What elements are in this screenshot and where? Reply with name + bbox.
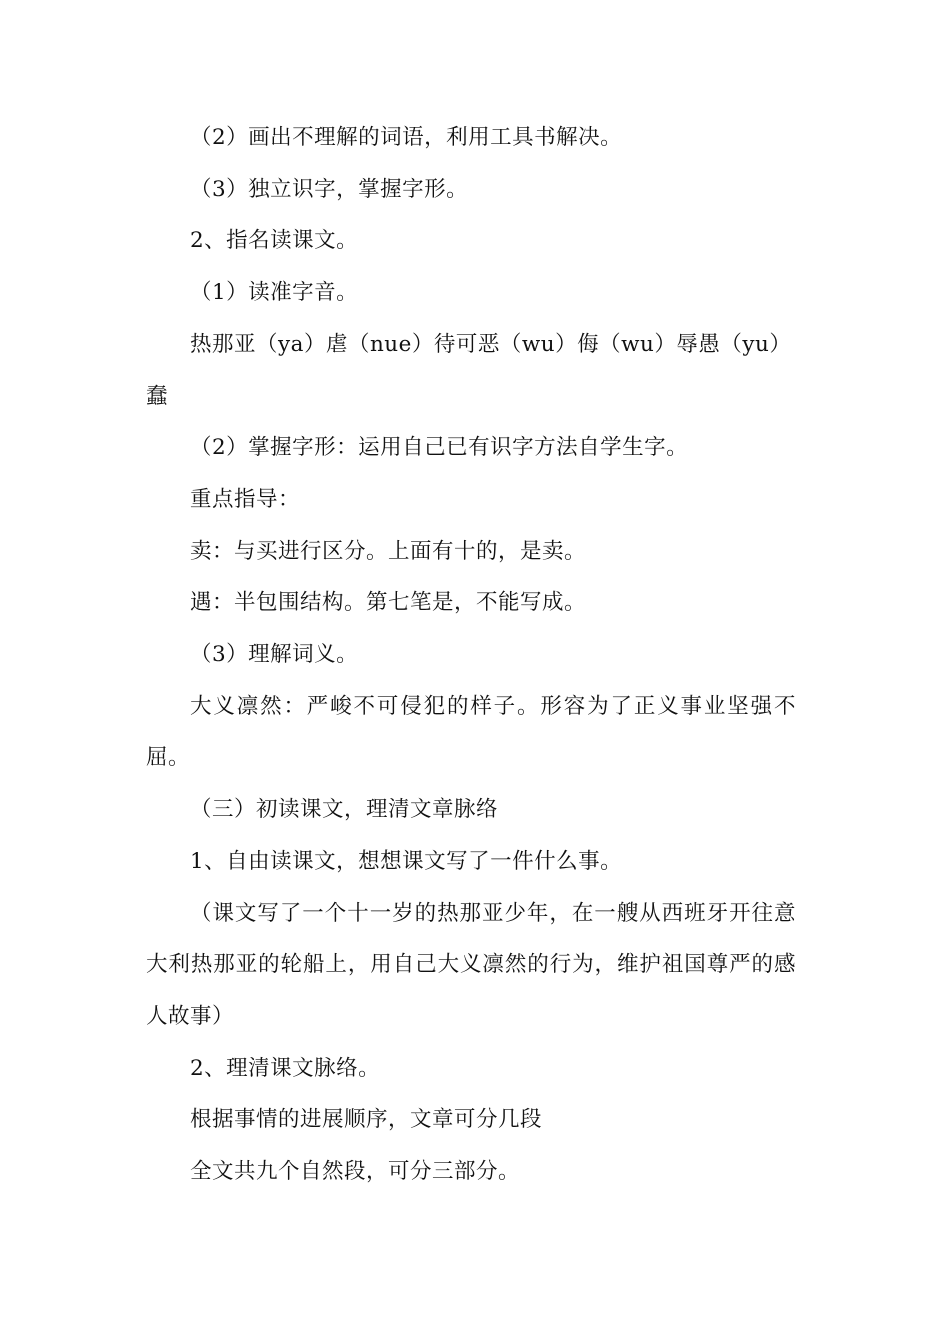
paragraph-division-question: 根据事情的进展顺序，文章可分几段 (190, 1107, 543, 1133)
paragraph-word-meaning: （3）理解词义。 (190, 642, 359, 668)
paragraph-free-reading: 1、自由读课文，想想课文写了一件什么事。 (190, 848, 623, 874)
paragraph-division-answer: 全文共九个自然段，可分三部分。 (190, 1159, 521, 1185)
paragraph-pronunciation: （1）读准字音。 (190, 280, 359, 306)
paragraph-step-3: （3）独立识字，掌握字形。 (190, 176, 469, 202)
paragraph-read-aloud: 2、指名读课文。 (190, 228, 359, 254)
paragraph-key-guidance: 重点指导： (190, 486, 301, 512)
paragraph-character-form: （2）掌握字形：运用自己已有识字方法自学生字。 (190, 435, 689, 461)
paragraph-pinyin-list: 热那亚（ya）虐（nue）待可恶（wu）侮（wu）辱愚（yu）蠢 (146, 331, 792, 409)
paragraph-mai: 卖：与买进行区分。上面有十的，是卖。 (190, 538, 587, 564)
paragraph-step-2: （2）画出不理解的词语，利用工具书解决。 (190, 125, 623, 150)
paragraph-yu: 遇：半包围结构。第七笔是，不能写成。 (190, 590, 587, 616)
paragraph-section-three: （三）初读课文，理清文章脉络 (190, 797, 499, 823)
paragraph-structure: 2、理清课文脉络。 (190, 1055, 381, 1081)
paragraph-dayilinran: 大义凛然：严峻不可侵犯的样子。形容为了正义事业坚强不屈。 (146, 693, 796, 771)
paragraph-story-summary: （课文写了一个十一岁的热那亚少年，在一艘从西班牙开往意大利热那亚的轮船上，用自己大义凛然的行为，维护祖国尊严的感人故事） (146, 900, 796, 1029)
document-body (146, 112, 796, 1198)
